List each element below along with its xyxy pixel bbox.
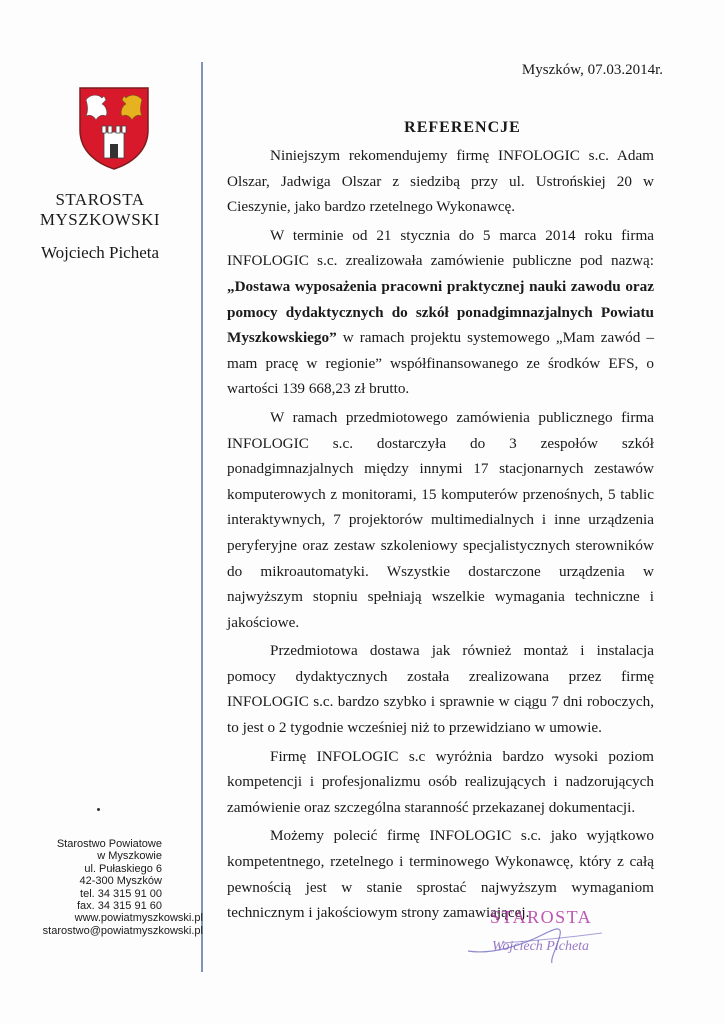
address-line1: Starostwo Powiatowe <box>56 838 162 850</box>
office-address <box>0 838 207 937</box>
address-line2: w Myszkowie <box>97 850 162 863</box>
address-line4: 42-300 Myszków <box>79 875 162 888</box>
paragraph-2-intro: W terminie od 21 stycznia do 5 marca 2014 roku firma INFOLOGIC s.c. zrealizowała zamówienie publiczne pod nazwą: <box>227 226 654 270</box>
official-title <box>0 190 200 230</box>
vertical-divider <box>201 62 203 972</box>
address-line3: ul. Pułaskiego 6 <box>84 862 162 875</box>
paragraph-6: Możemy polecić firmę INFOLOGIC s.c. jako wyjątkowo kompetentnego, rzetelnego i terminowego Wykonawcę, który z całą pewnością jest w stanie sprostać najwyższym wymaganiom technicznym i jakościowym strony zamawiającej. <box>227 827 654 922</box>
paragraph-2-rest: w ramach projektu systemowego „Mam zawód – mam pracę w regionie” współfinansowanego ze środków EFS, o wartości 139 668,23 zł brutto. <box>227 329 654 398</box>
address-fax: fax. 34 315 91 60 <box>76 900 162 913</box>
paragraph-4: Przedmiotowa dostawa jak również montaż i instalacja pomocy dydaktycznych została zrealizowana przez firmę INFOLOGIC s.c. bardzo szybko i sprawnie w ciągu 7 dni roboczych, to jest o 2 tygodnie wcześniej niż to przewidziano w umowie. <box>227 642 654 737</box>
paragraph-2 <box>227 223 654 402</box>
margin-dot <box>97 808 100 811</box>
letter-heading: REFERENCJE <box>404 119 521 136</box>
contract-name: „Dostawa wyposażenia pracowni praktycznej nauki zawodu oraz pomocy dydaktycznych do szkół ponadgimnazjalnych Powiatu Myszkowskiego” <box>227 277 654 347</box>
stamp-name: Wojciech Picheta <box>492 939 590 954</box>
official-title-line2: MYSZKOWSKI <box>39 210 161 229</box>
stamp-title: STAROSTA <box>490 907 593 927</box>
signature-icon <box>462 915 612 965</box>
paragraph-3: W ramach przedmiotowego zamówienia publicznego firma INFOLOGIC s.c. dostarczyła do 3 zespołów szkół ponadgimnazjalnych między innymi 17 stacjonarnych zestawów komputerowych z monitorami, 15 komputerów przenośnych, 5 tablic interaktywnych, 7 projektorów multimedialnych i inne urządzenia peryferyjne oraz zestaw szkoleniowy specjalistycznych sterowników do mikroautomatyki. Wszystkie dostarczone urządzenia w najwyższym stopniu spełniają wszelkie wymagania techniczne i jakościowe. <box>227 408 654 631</box>
address-website: www.powiatmyszkowski.pl <box>74 912 203 925</box>
paragraph-5: Firmę INFOLOGIC s.c wyróżnia bardzo wysoki poziom kompetencji i profesjonalizmu osób realizujących i nadzorujących zamówienie oraz szczególna staranność przekazanej dokumentacji. <box>227 747 654 816</box>
official-title-line1: STAROSTA <box>55 190 145 209</box>
official-name: Wojciech Picheta <box>40 243 160 262</box>
address-phone: tel. 34 315 91 00 <box>80 887 162 900</box>
address-email: starostwo@powiatmyszkowski.pl <box>42 924 203 937</box>
letter-body <box>227 143 654 929</box>
letter-date: Myszków, 07.03.2014r. <box>521 62 663 78</box>
paragraph-1: Niniejszym rekomendujemy firmę INFOLOGIC s.c. Adam Olszar, Jadwiga Olszar z siedzibą przy ul. Ustrońskiej 20 w Cieszynie, jako bardzo rzetelnego Wykonawcę. <box>227 147 654 216</box>
